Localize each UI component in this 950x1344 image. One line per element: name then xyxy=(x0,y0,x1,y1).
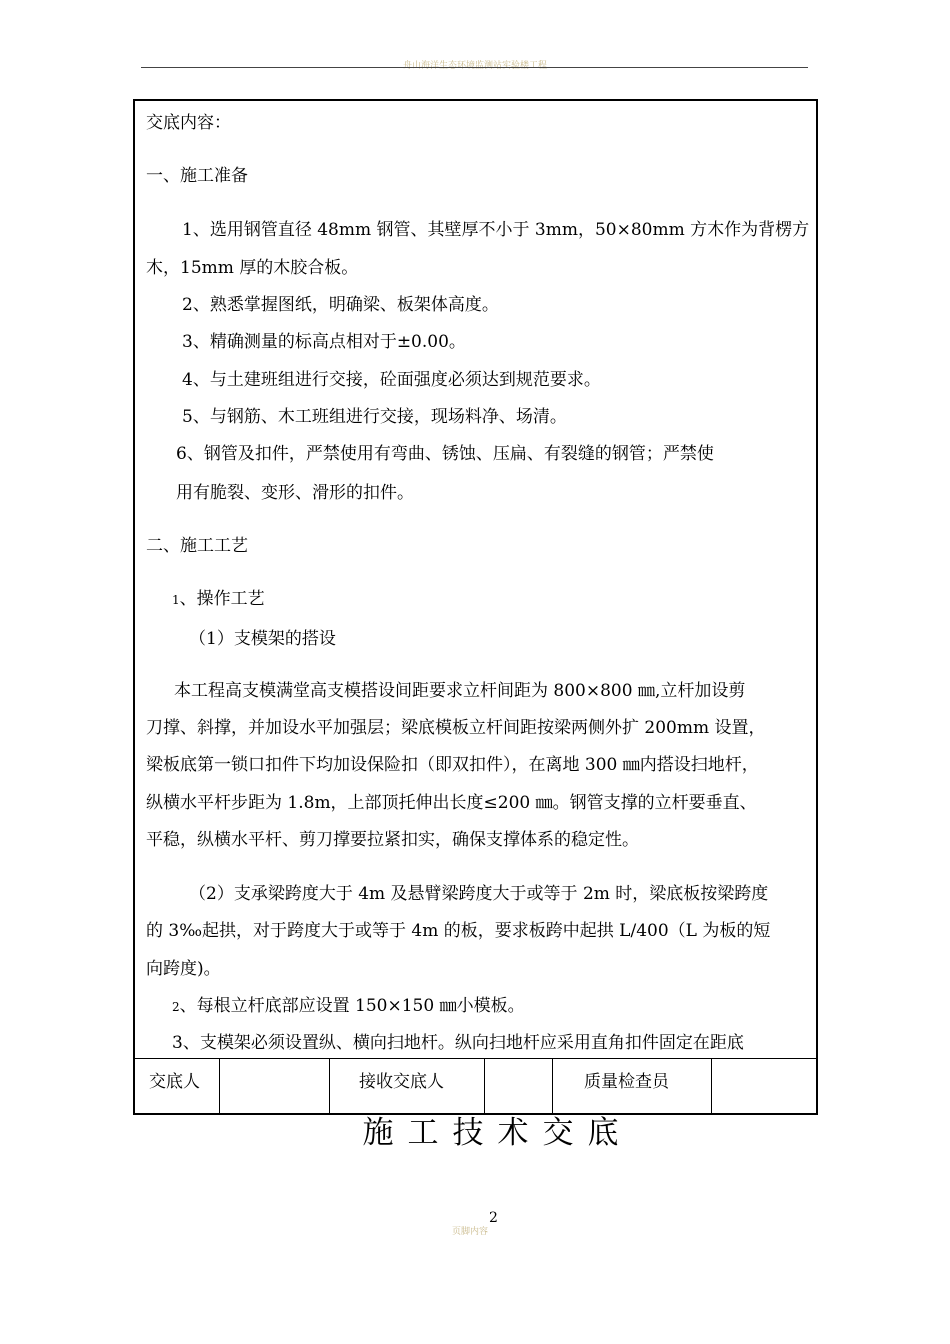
receiver-label-cell xyxy=(329,1059,484,1114)
inspector-label-cell xyxy=(552,1059,711,1114)
receiver-label: 接收交底人 xyxy=(359,1072,444,1092)
section-process-title: 二、施工工艺 xyxy=(146,536,248,556)
paragraph-1-line3: 梁板底第一锁口扣件下均加设保险扣（即双扣件），在离地 300 ㎜内搭设扫地杆， xyxy=(146,755,759,775)
header-rule xyxy=(141,67,808,68)
sub-item-1-1: （1）支模架的搭设 xyxy=(189,629,336,649)
content-heading: 交底内容： xyxy=(146,113,231,133)
inspector-signature-cell xyxy=(711,1059,817,1114)
paragraph-2-line3: 向跨度)。 xyxy=(146,959,221,979)
prep-item-2: 2、熟悉掌握图纸，明确梁、板架体高度。 xyxy=(182,295,499,315)
document-title: 施工技术交底 xyxy=(362,1115,633,1151)
paragraph-1-line2: 刀撑、斜撑，并加设水平加强层；梁底模板立杆间距按梁两侧外扩 200mm 设置， xyxy=(146,718,766,738)
sub-item-2 xyxy=(172,991,525,1016)
paragraph-1-line4: 纵横水平杆步距为 1.8m，上部顶托伸出长度≤200 ㎜。钢管支撑的立杆要垂直、 xyxy=(146,793,757,813)
page-number: 2 xyxy=(489,1210,498,1226)
paragraph-2-line2: 的 3‰起拱，对于跨度大于或等于 4m 的板，要求板跨中起拱 L/400（L 为板的短 xyxy=(146,921,771,941)
sub-item-1-text: 、操作工艺 xyxy=(179,589,265,609)
footer-label: 页脚内容 xyxy=(452,1227,489,1237)
sub-item-2-text: 、每根立杆底部应设置 150×150 ㎜小模板。 xyxy=(179,996,525,1016)
prep-item-5: 5、与钢筋、木工班组进行交接，现场料净、场清。 xyxy=(182,407,567,427)
sub-item-3: 3、支模架必须设置纵、横向扫地杆。纵向扫地杆应采用直角扣件固定在距底 xyxy=(172,1033,744,1053)
paragraph-1-line5: 平稳，纵横水平杆、剪刀撑要拉紧扣实，确保支撑体系的稳定性。 xyxy=(146,830,639,850)
prep-item-4: 4、与土建班组进行交接，砼面强度必须达到规范要求。 xyxy=(182,370,601,390)
section-prep-title: 一、施工准备 xyxy=(146,166,248,186)
paragraph-2-line1: （2）支承梁跨度大于 4m 及悬臂梁跨度大于或等于 2m 时，梁底板按梁跨度 xyxy=(189,884,769,904)
sub-item-1 xyxy=(172,584,265,609)
discloser-label-cell xyxy=(135,1059,219,1114)
prep-item-1-line2: 木，15mm 厚的木胶合板。 xyxy=(146,258,359,278)
sub-item-2-number: 2 xyxy=(172,1000,180,1014)
paragraph-1-line1: 本工程高支模满堂高支模搭设间距要求立杆间距为 800×800 ㎜,立杆加设剪 xyxy=(174,681,746,701)
receiver-signature-cell xyxy=(484,1059,552,1114)
prep-item-1-line1: 1、选用钢管直径 48mm 钢管、其壁厚不小于 3mm，50×80mm 方木作为背楞方 xyxy=(182,220,809,240)
discloser-label: 交底人 xyxy=(149,1072,200,1092)
prep-item-6-line1: 6、钢管及扣件，严禁使用有弯曲、锈蚀、压扁、有裂缝的钢管；严禁使 xyxy=(176,444,714,464)
discloser-signature-cell xyxy=(219,1059,329,1114)
signature-row xyxy=(135,1058,816,1114)
header-project-name: 舟山海洋生态环境监测站实验楼工程 xyxy=(402,61,547,71)
prep-item-6-line2: 用有脆裂、变形、滑形的扣件。 xyxy=(176,483,414,503)
disclosure-table xyxy=(133,99,818,1115)
disclosure-content xyxy=(144,101,809,1056)
sub-item-1-number: 1 xyxy=(172,593,180,607)
inspector-label: 质量检查员 xyxy=(584,1072,669,1092)
prep-item-3: 3、精确测量的标高点相对于±0.00。 xyxy=(182,332,466,352)
